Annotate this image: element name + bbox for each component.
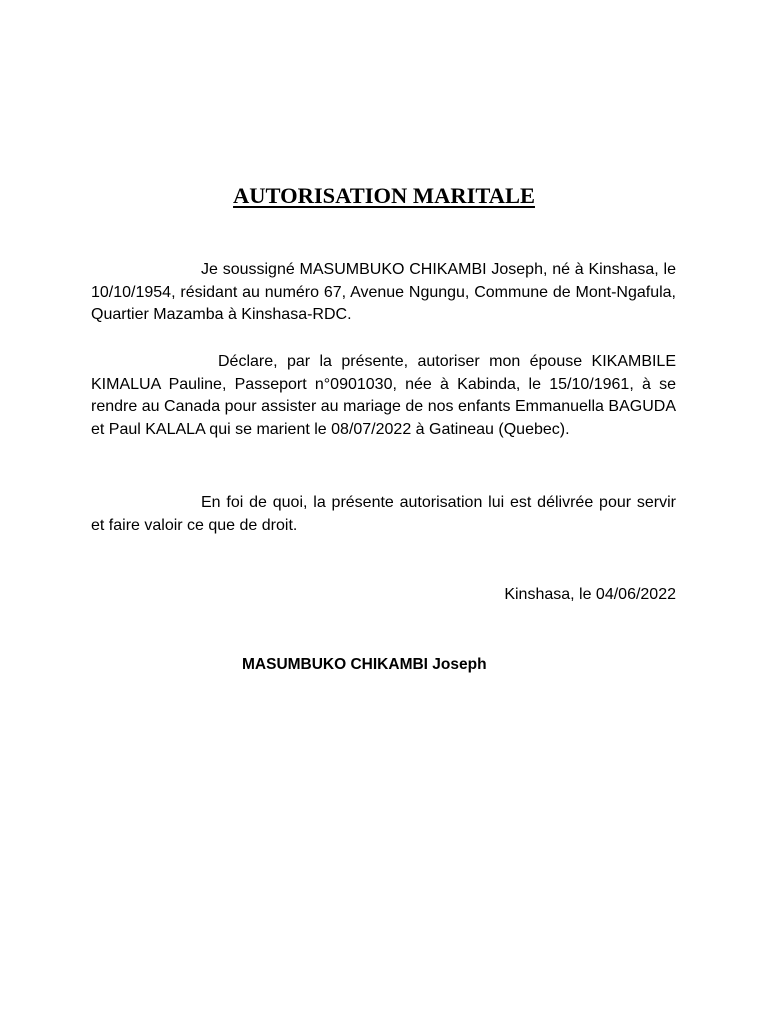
- place-date: Kinshasa, le 04/06/2022: [504, 586, 676, 603]
- paragraph-closing: En foi de quoi, la présente autorisation lui est délivrée pour servir et faire valoir ce que de droit.: [91, 494, 676, 534]
- signatory-name: MASUMBUKO CHIKAMBI Joseph: [242, 656, 487, 673]
- paragraph-identity: Je soussigné MASUMBUKO CHIKAMBI Joseph, né à Kinshasa, le 10/10/1954, résidant au numéro 67, Avenue Ngungu, Commune de Mont-Ngafula, Quartier Mazamba à Kinshasa-RDC.: [91, 261, 676, 323]
- document-title-text: AUTORISATION MARITALE: [233, 183, 535, 208]
- document-title: [0, 182, 768, 210]
- paragraph-declaration: Déclare, par la présente, autoriser mon épouse KIKAMBILE KIMALUA Pauline, Passeport n°0901030, née à Kabinda, le 15/10/1961, à se rendre au Canada pour assister au mariage de nos enfants Emmanuella BAGUDA et Paul KALALA qui se marient le 08/07/2022 à Gatineau (Quebec).: [91, 353, 676, 438]
